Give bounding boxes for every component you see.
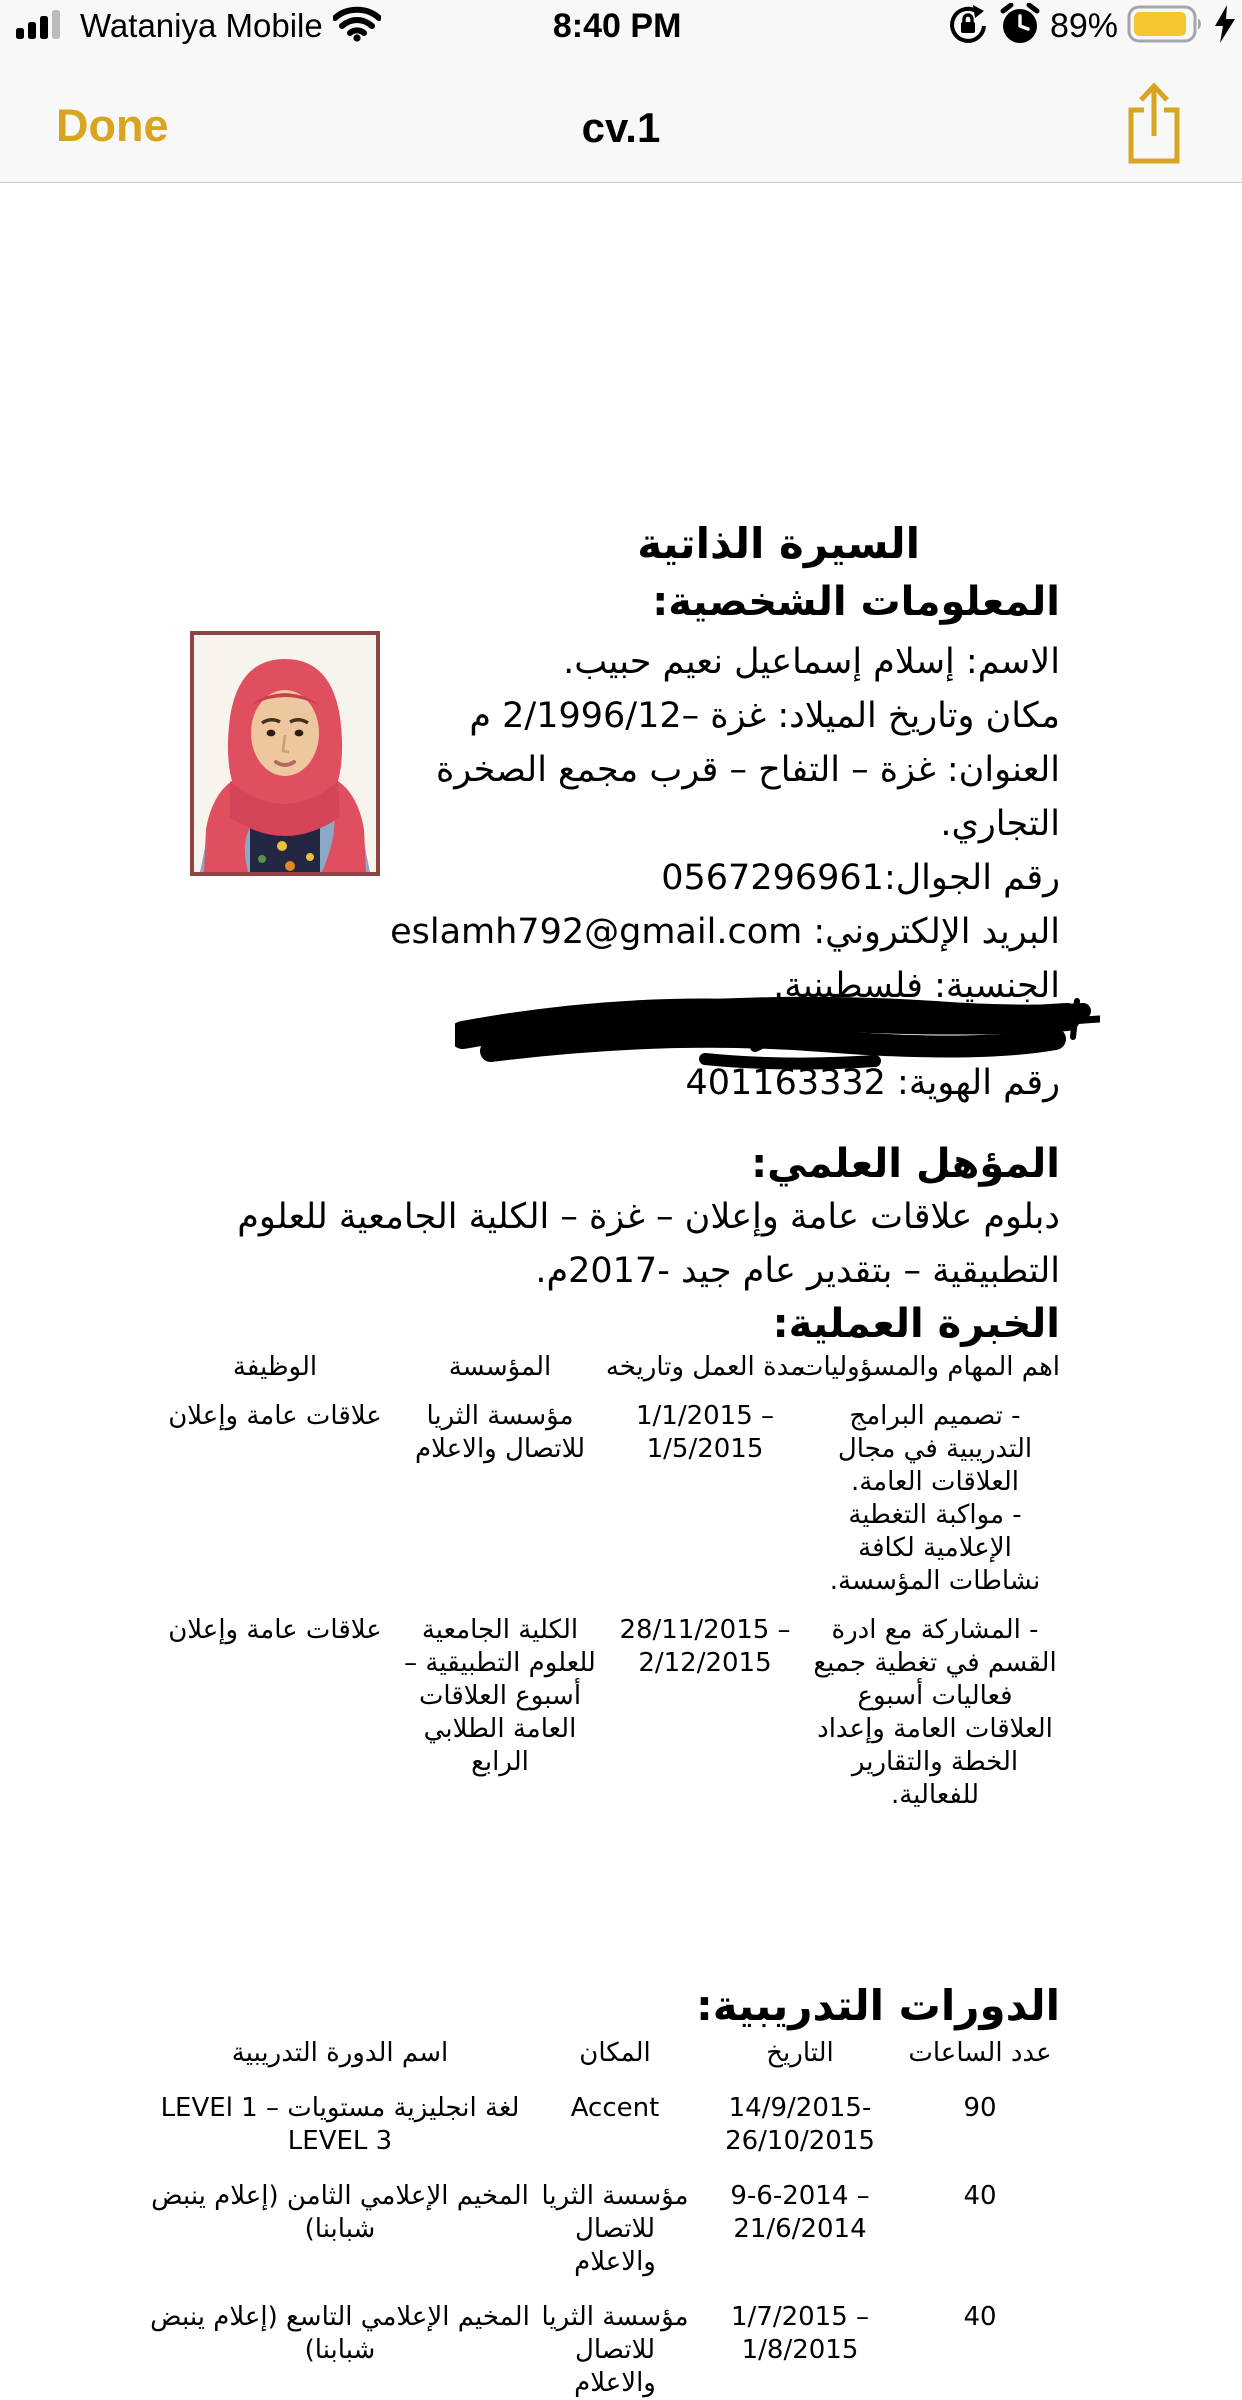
exp-header-job: الوظيفة [232,1352,318,1382]
document-page [0,183,1242,2398]
crs-row-place: مؤسسة الثريا للاتصال والاعلام [541,2181,689,2277]
task-item: - مواكبة التغطية الإعلامية لكافة نشاطات المؤسسة. [829,1500,1041,1596]
page-title: cv.1 [581,104,661,151]
personal-info-heading: المعلومات الشخصية: [652,579,1060,625]
personal-info-block [180,635,1060,1013]
nav-bar [0,52,1242,183]
exp-header-org: المؤسسة [448,1352,552,1382]
exp-header-tasks: اهم المهام والمسؤوليات [798,1352,1060,1382]
email-line: البريد الإلكتروني: eslamh792@gmail.com [390,912,1060,952]
status-bar [0,0,1242,52]
experience-heading: الخبرة العملية: [772,1301,1060,1347]
battery-icon [1127,5,1205,48]
courses-table [150,2037,1060,2400]
mobile-line: رقم الجوال:0567296961 [661,858,1060,898]
crs-header-place: المكان [579,2038,651,2068]
battery-percent: 89% [1049,6,1118,45]
task-item: - تصميم البرامج التدريبية في مجال العلاقات العامة. [837,1401,1033,1497]
carrier-label: Wataniya Mobile [80,7,323,44]
crs-row-date: 14/9/2015- 26/10/2015 [725,2093,875,2156]
clock-time: 8:40 PM [552,7,682,45]
signal-strength-icon [16,8,70,45]
qualification-line-1: دبلوم علاقات عامة وإعلان – غزة – الكلية الجامعية للعلوم [237,1197,1060,1237]
crs-row-hours: 40 [963,2302,997,2332]
crs-row-name: لغة انجليزية مستويات LEVEl 1 – LEVEL 3 [160,2093,520,2156]
address-line-1: العنوان: غزة – التفاح – قرب مجمع الصخرة [435,750,1060,790]
wifi-icon [333,6,381,47]
exp-row-org: الكلية الجامعية للعلوم التطبيقية – أسبوع العلاقات العامة الطلابي الرابع [404,1615,596,1777]
exp-row-duration: 28/11/2015 – 2/12/2015 [619,1615,791,1678]
exp-row-job: علاقات عامة وإعلان [168,1615,382,1645]
crs-row-date: 9-6-2014 – 21/6/2014 [730,2181,870,2244]
courses-heading: الدورات التدريبية: [695,1981,1060,2030]
experience-table [150,1351,1060,1812]
id-number-line: رقم الهوية: 401163332 [685,1063,1060,1103]
task-item: - المشاركة مع ادرة القسم في تغطية جميع فعاليات أسبوع العلاقات العامة وإعداد الخطة والتقارير للفعالية. [813,1615,1057,1810]
crs-row-name: المخيم الإعلامي الثامن (إعلام ينبض شبابنا) [151,2181,529,2244]
nationality-line: الجنسية: فلسطينية. [773,966,1060,1006]
charging-bolt-icon [1214,5,1236,48]
birth-line: مكان وتاريخ الميلاد: غزة –2/1996/12 م [469,696,1060,736]
name-line: الاسم: إسلام إسماعيل نعيم حبيب. [563,642,1060,682]
crs-header-hours: عدد الساعات [908,2038,1052,2068]
alarm-clock-icon [999,3,1041,50]
share-button[interactable] [1124,80,1184,166]
qualification-heading: المؤهل العلمي: [751,1141,1060,1187]
crs-row-hours: 90 [963,2093,997,2123]
address-line-2: التجاري. [940,804,1060,844]
crs-row-place: مؤسسة الثريا للاتصال والاعلام [541,2302,689,2398]
qualification-line-2: التطبيقية – بتقدير عام جيد -2017م. [535,1251,1060,1291]
exp-row-job: علاقات عامة وإعلان [168,1401,382,1431]
crs-row-date: 1/7/2015 – 1/8/2015 [730,2302,870,2365]
crs-row-place: Accent [570,2093,660,2123]
exp-row-duration: 1/1/2015 – 1/5/2015 [635,1401,775,1464]
cv-title: السيرة الذاتية [637,519,920,568]
exp-row-tasks [810,1400,1060,1598]
share-icon [1124,154,1184,169]
exp-row-tasks [810,1614,1060,1812]
crs-header-name: اسم الدورة التدريبية [231,2038,449,2068]
done-button[interactable]: Done [56,100,169,151]
crs-row-name: المخيم الإعلامي التاسع (إعلام ينبض شبابنا) [150,2302,530,2365]
crs-header-date: التاريخ [766,2038,834,2068]
exp-header-duration: مدة العمل وتاريخه [605,1352,805,1382]
orientation-lock-icon [946,2,990,51]
crs-row-hours: 40 [963,2181,997,2211]
exp-row-org: مؤسسة الثريا للاتصال والاعلام [414,1401,586,1464]
